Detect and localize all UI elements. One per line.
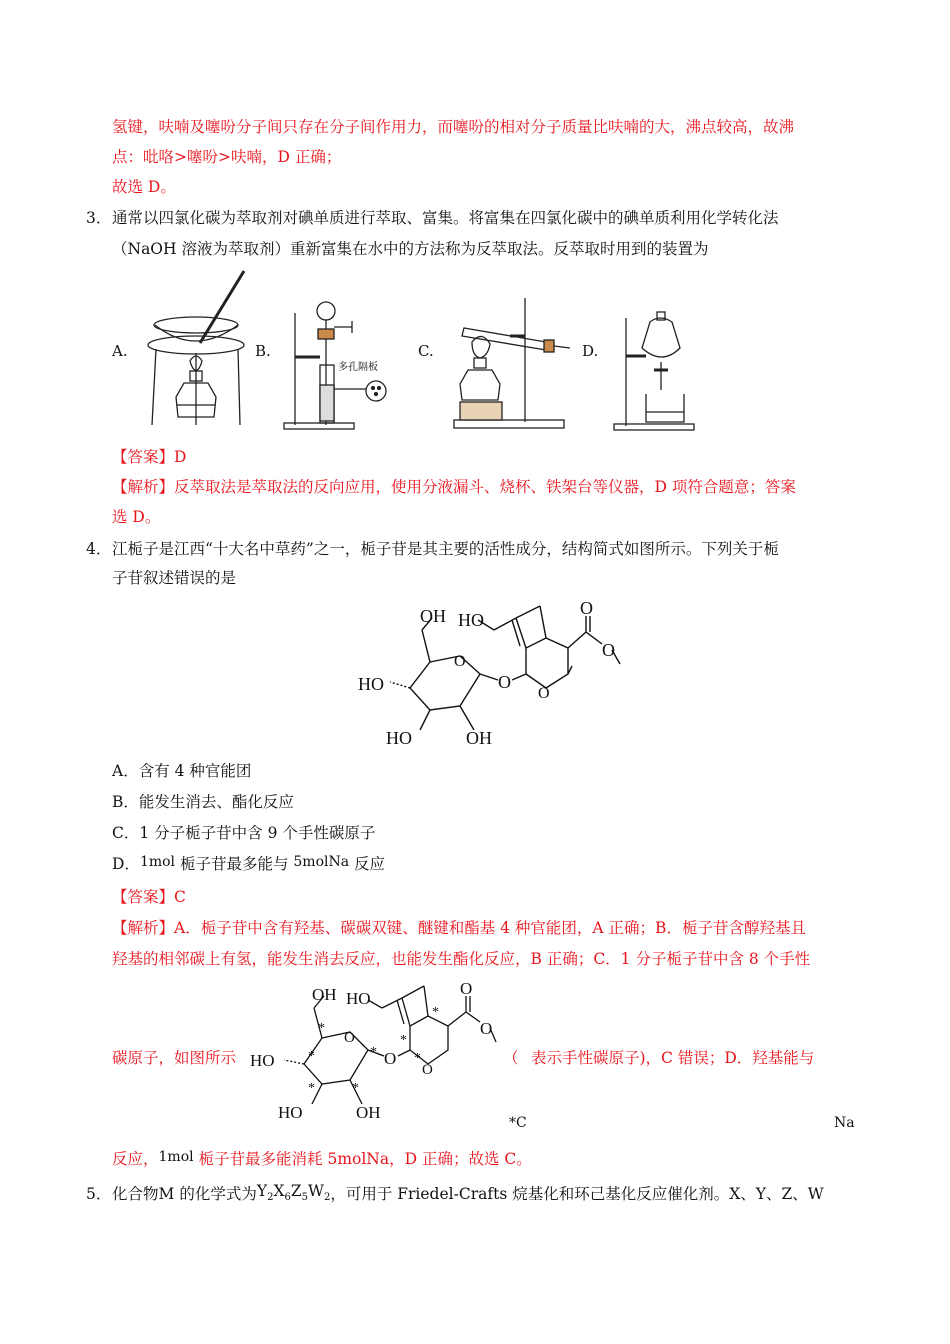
opt-d-mid: 栀子苷最多能与 bbox=[175, 855, 294, 873]
intro-line-3: 故选 D。 bbox=[112, 178, 176, 196]
q4-stem-2: 子苷叙述错误的是 bbox=[112, 569, 237, 587]
q4-analysis-2: 羟基的相邻碳上有氢，能发生消去反应，也能发生酯化反应，B 正确；C．1 分子栀子苷中含 8 个手性 bbox=[112, 950, 811, 968]
q3-analysis-1 bbox=[112, 476, 796, 498]
chiral-star: * bbox=[370, 1045, 377, 1060]
label-ho-iridoid: HO bbox=[346, 989, 371, 1008]
q5-stem bbox=[112, 1183, 824, 1212]
label-o-carbonyl: O bbox=[460, 980, 473, 998]
q5-compound-m: M bbox=[158, 1185, 175, 1203]
analysis-tag: 【解析】 bbox=[112, 478, 175, 496]
q3-option-c-label: C. bbox=[418, 342, 434, 360]
analysis4-prefix: 反应， bbox=[112, 1150, 159, 1168]
q4-analysis-3-prefix: 碳原子，如图所示 bbox=[112, 1049, 237, 1067]
q4-number: 4． bbox=[86, 540, 112, 558]
label-ho-bottom: HO bbox=[278, 1103, 303, 1122]
opt-d-mol: 1mol bbox=[139, 854, 176, 870]
chiral-star: * bbox=[432, 1005, 439, 1020]
q5-number: 5． bbox=[86, 1185, 112, 1203]
label-o-glycosidic: O bbox=[384, 1049, 397, 1068]
label-ho-left: HO bbox=[358, 674, 384, 694]
answer-tag: 【答案】 bbox=[112, 888, 175, 906]
q3-option-d-label: D. bbox=[582, 342, 599, 360]
label-ho-iridoid: HO bbox=[458, 610, 484, 630]
q5-formula: $Y_2X_6Z_5W_2$ bbox=[256, 1182, 331, 1204]
label-oh-top: OH bbox=[420, 606, 446, 626]
q4-analysis-1 bbox=[112, 917, 806, 939]
q3-option-a-label: A. bbox=[112, 342, 128, 360]
q4-answer bbox=[112, 886, 186, 908]
q4-option-a: A．含有 4 种官能团 bbox=[112, 762, 252, 780]
answer-value: D bbox=[174, 448, 187, 466]
chiral-star: * bbox=[308, 1081, 315, 1096]
analysis-text: A．栀子苷中含有羟基、碳碳双键、醚键和酯基 4 种官能团，A 正确；B．栀子苷含醇羟基且 bbox=[174, 919, 806, 937]
chiral-star: * bbox=[414, 1051, 421, 1066]
label-o-pyran: O bbox=[538, 685, 550, 702]
q3-analysis-2: 选 D。 bbox=[112, 508, 161, 526]
analysis4-mol: 1mol bbox=[158, 1149, 194, 1165]
label-ho-left: HO bbox=[250, 1051, 275, 1070]
analysis-text: 反萃取法是萃取法的反向应用，使用分液漏斗、烧杯、铁架台等仪器，D 项符合题意；答案 bbox=[174, 478, 796, 496]
q4-option-b: B．能发生消去、酯化反应 bbox=[112, 793, 294, 811]
label-o-ring: O bbox=[454, 653, 466, 670]
q4-analysis-3-suffix: 表示手性碳原子)，C 错误；D．羟基能与 bbox=[531, 1049, 815, 1067]
apparatus-b-generator-figure bbox=[280, 265, 390, 435]
label-o-ester: O bbox=[602, 640, 615, 660]
apparatus-a-evaporation-figure bbox=[140, 265, 250, 435]
q5-stem-suffix: ，可用于 Friedel-Crafts 烷基化和环己基化反应催化剂。X、Y、Z、W bbox=[330, 1185, 824, 1203]
q4-analysis-3-paren: （ bbox=[503, 1049, 519, 1067]
na-legend: Na bbox=[834, 1115, 855, 1131]
chiral-star: * bbox=[318, 1021, 325, 1036]
q5-stem-prefix: 化合物 bbox=[112, 1185, 159, 1203]
gardenoside-structure-figure bbox=[350, 598, 630, 753]
q4-analysis-4 bbox=[112, 1148, 532, 1171]
star-c-legend: *C bbox=[509, 1115, 527, 1131]
label-oh-bottom: OH bbox=[356, 1103, 381, 1122]
label-oh-bottom: OH bbox=[466, 728, 492, 748]
q4-stem-1: 江栀子是江西“十大名中草药”之一，栀子苷是其主要的活性成分，结构简式如图所示。下列关于栀 bbox=[112, 540, 779, 558]
intro-line-1: 氢键，呋喃及噻吩分子间只存在分子间作用力，而噻吩的相对分子质量比呋喃的大，沸点较高，故沸 bbox=[112, 118, 795, 136]
opt-d-na: 5molNa bbox=[293, 854, 350, 870]
q3-stem-1: 通常以四氯化碳为萃取剂对碘单质进行萃取、富集。将富集在四氯化碳中的碘单质利用化学转化法 bbox=[112, 209, 779, 227]
label-oh-top: OH bbox=[312, 985, 337, 1004]
apparatus-c-heating-figure bbox=[450, 290, 580, 435]
opt-d-prefix: D． bbox=[112, 855, 140, 873]
chiral-star: * bbox=[400, 1033, 407, 1048]
q3-number: 3． bbox=[86, 209, 112, 227]
q3-option-b-label: B. bbox=[255, 342, 271, 360]
q3-answer bbox=[112, 446, 186, 468]
porous-plate-label: 多孔隔板 bbox=[338, 362, 378, 373]
label-o-ring: O bbox=[344, 1030, 355, 1046]
intro-line-2: 点：吡咯>噻吩>呋喃，D 正确； bbox=[112, 148, 342, 166]
q5-stem-mid: 的化学式为 bbox=[174, 1185, 257, 1203]
label-ho-bottom: HO bbox=[386, 728, 412, 748]
answer-value: C bbox=[174, 888, 186, 906]
chiral-star: * bbox=[352, 1081, 359, 1096]
q3-stem-2: （NaOH 溶液为萃取剂）重新富集在水中的方法称为反萃取法。反萃取时用到的装置为 bbox=[112, 240, 709, 258]
q4-option-d bbox=[112, 853, 385, 876]
chiral-star: * bbox=[308, 1049, 315, 1064]
label-o-pyran: O bbox=[422, 1062, 433, 1078]
gardenoside-chiral-structure-figure bbox=[246, 980, 506, 1130]
apparatus-d-separatory-funnel-figure bbox=[610, 270, 720, 435]
q4-option-c: C．1 分子栀子苷中含 9 个手性碳原子 bbox=[112, 824, 376, 842]
analysis4-suffix: 栀子苷最多能消耗 5molNa，D 正确；故选 C。 bbox=[193, 1150, 532, 1168]
opt-d-post: 反应 bbox=[349, 855, 386, 873]
label-o-ester: O bbox=[480, 1019, 493, 1038]
analysis-tag: 【解析】 bbox=[112, 919, 175, 937]
label-o-carbonyl: O bbox=[580, 598, 593, 618]
answer-tag: 【答案】 bbox=[112, 448, 175, 466]
label-o-glycosidic: O bbox=[498, 672, 511, 692]
